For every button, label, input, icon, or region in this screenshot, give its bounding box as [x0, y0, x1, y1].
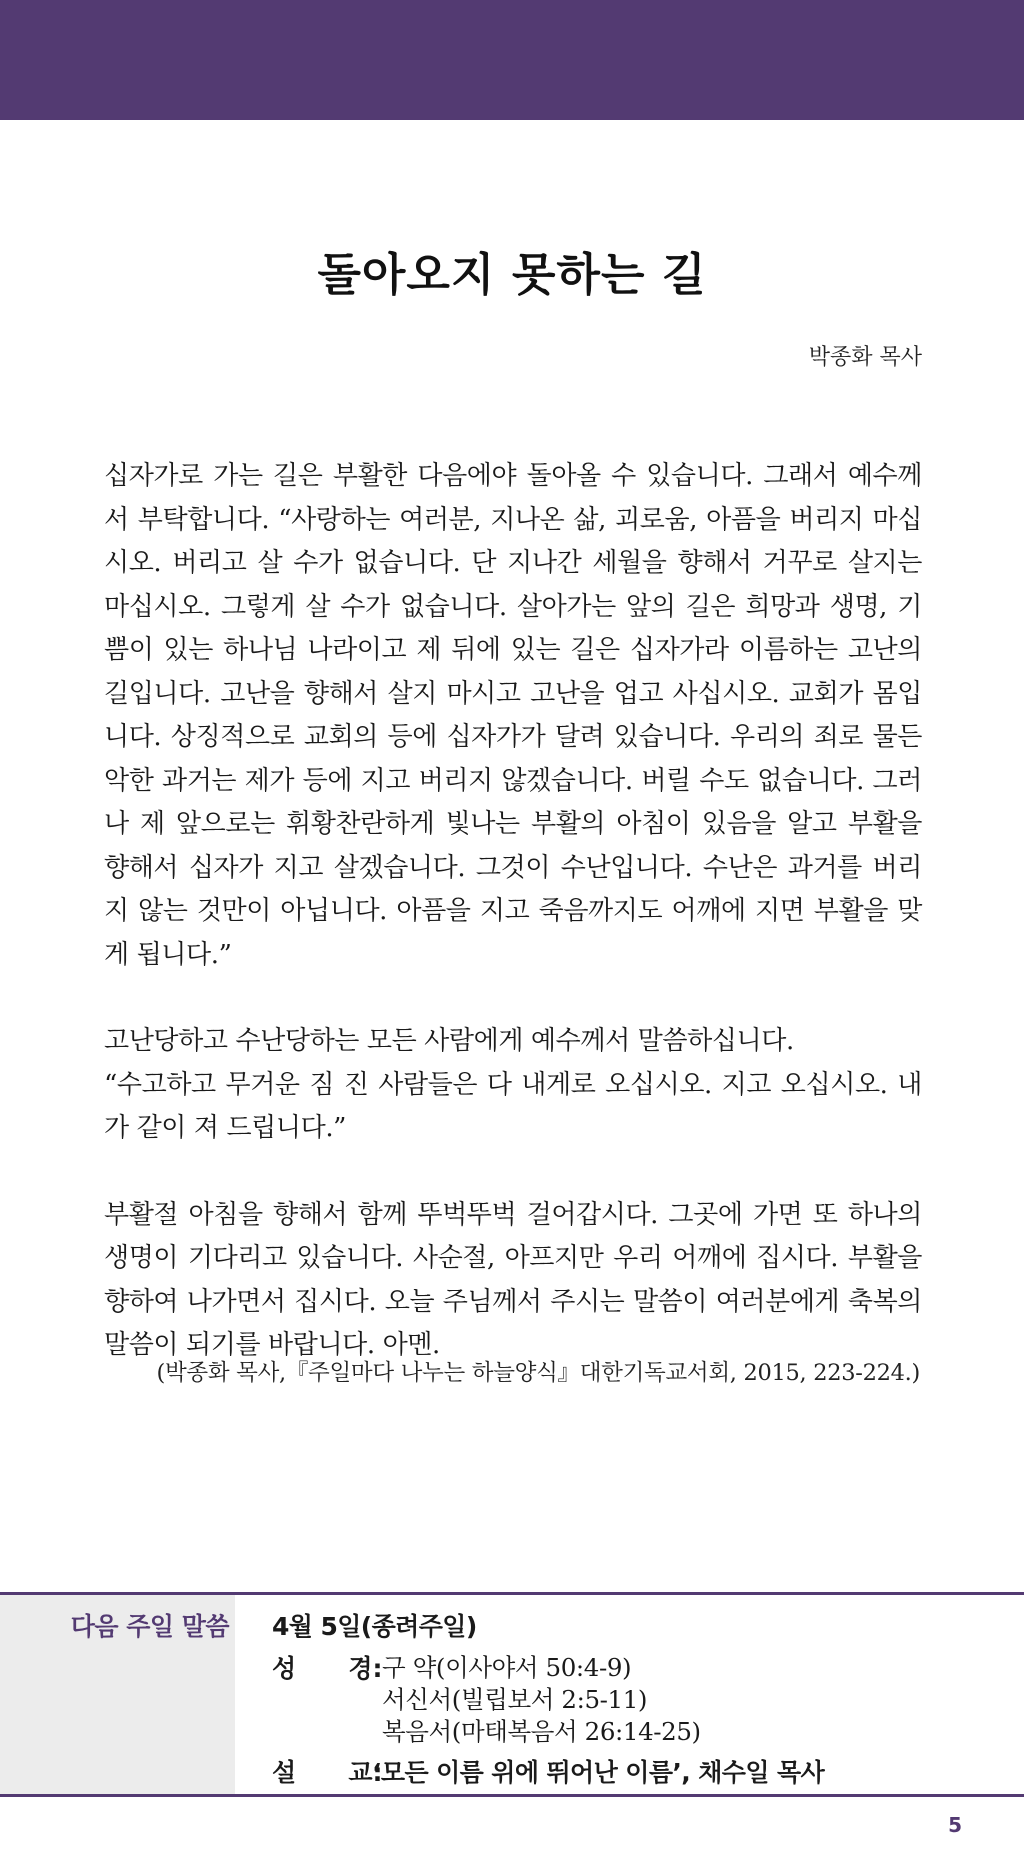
- sermon-label: 설 교:: [272, 1758, 383, 1787]
- author: 박종화 목사: [808, 345, 922, 370]
- scripture-epistle: 서신서(빌립보서 2:5-11): [382, 1685, 648, 1714]
- sermon-row: [272, 1753, 824, 1789]
- next-week-box: [0, 1592, 1024, 1797]
- citation: (박종화 목사,『주일마다 나누는 하늘양식』대한기독교서회, 2015, 223-224.): [156, 1360, 920, 1386]
- header-band: [0, 0, 1024, 120]
- paragraph-2: 고난당하고 수난당하는 모든 사람에게 예수께서 말씀하십니다. “수고하고 무거운 짐 진 사람들은 다 내게로 오십시오. 지고 오십시오. 내가 같이 져 드립니다.”: [104, 1026, 922, 1143]
- page-number: 5: [948, 1813, 962, 1837]
- sermon-body: [104, 455, 922, 1411]
- scripture-gospel: 복음서(마태복음서 26:14-25): [382, 1717, 701, 1746]
- paragraph-3: 부활절 아침을 향해서 함께 뚜벅뚜벅 걸어갑시다. 그곳에 가면 또 하나의 생명이 기다리고 있습니다. 사순절, 아프지만 우리 어깨에 집시다. 부활을 향하여 나가면서 집시다. 오늘 주님께서 주시는 말씀이 여러분에게 축복의 말씀이 되기를 바랍니다. 아멘.: [104, 1199, 922, 1360]
- scripture-label: 성 경:: [272, 1654, 383, 1683]
- scripture-row: [272, 1649, 383, 1685]
- scripture-old-testament: 구 약(이사야서 50:4-9): [382, 1653, 632, 1682]
- sermon-title: ‘모든 이름 위에 뛰어난 이름’, 채수일 목사: [372, 1758, 825, 1787]
- next-week-label: 다음 주일 말씀: [70, 1612, 229, 1641]
- next-week-date: 4월 5일(종려주일): [272, 1612, 477, 1641]
- paragraph-1: 십자가로 가는 길은 부활한 다음에야 돌아올 수 있습니다. 그래서 예수께서 부탁합니다. “사랑하는 여러분, 지나온 삶, 괴로움, 아픔을 버리지 마십시오. 버리고 살 수가 없습니다. 단 지나간 세월을 향해서 거꾸로 살지는 마십시오. 그렇게 살 수가 없습니다. 살아가는 앞의 길은 희망과 생명, 기쁨이 있는 하나님 나라이고 제 뒤에 있는 길은 십자가라 이름하는 고난의 길입니다. 고난을 향해서 살지 마시고 고난을 업고 사십시오. 교회가 몸입니다. 상징적으로 교회의 등에 십자가가 달려 있습니다. 우리의 죄로 물든 악한 과거는 제가 등에 지고 버리지 않겠습니다. 버릴 수도 없습니다. 그러나 제 앞으로는 휘황찬란하게 빛나는 부활의 아침이 있음을 알고 부활을 향해서 십자가 지고 살겠습니다. 그것이 수난입니다. 수난은 과거를 버리지 않는 것만이 아닙니다. 아픔을 지고 죽음까지도 어깨에 지면 부활을 맞게 됩니다.”: [104, 461, 922, 970]
- next-week-sidebar: [0, 1595, 235, 1794]
- page-title: 돌아오지 못하는 길: [317, 248, 707, 301]
